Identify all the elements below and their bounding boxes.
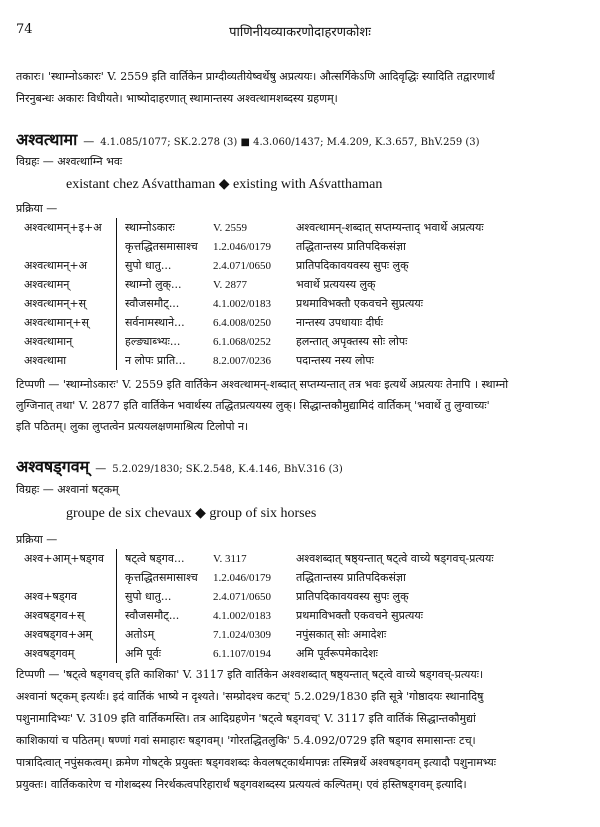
derivation-rule: स्वौजसमौट्... [117,606,214,625]
prakriya-label: प्रक्रिया — [16,533,58,546]
derivation-desc: भवार्थे प्रत्ययस्य लुक् [296,278,376,291]
derivation-desc: तद्धितान्तस्य प्रातिपदिकसंज्ञा [296,571,406,584]
derivation-form: अश्वत्थामन् [24,278,70,291]
derivation-row [24,256,584,275]
vigraha-text: अश्वत्थाम्नि भवः [57,155,123,168]
derivation-ref: 8.2.007/0236 [213,354,272,367]
derivation-form: अश्वषड्गव+स् [24,609,85,622]
derivation-ref: V. 3117 [213,552,247,565]
derivation-ref: 4.1.002/0183 [213,609,272,622]
derivation-form: अश्वत्थामन्+इ+अ [24,221,102,234]
commentary-line: इति पठितम्। लुका लुप्तत्वेन प्रत्ययलक्षणमाश्रित्य टिलोपो न। [16,420,249,433]
derivation-rule: स्वौजसमौट्... [117,294,214,313]
vigraha-text: अश्वानां षट्कम् [57,483,119,496]
vigraha-label: विग्रहः — [16,483,54,496]
heading-dash: — [83,135,95,148]
derivation-row [24,351,584,370]
derivation-row [24,275,584,294]
entry-references: 4.1.085/1077; SK.2.278 (3) ■ 4.3.060/1437; M.4.209, K.3.657, BhV.259 (3) [100,137,480,148]
page-header [16,22,584,40]
derivation-desc: अश्वत्थामन्-शब्दात् सप्तम्यन्ताद् भवार्थे अप्रत्ययः [296,221,484,234]
vigraha-label: विग्रहः — [16,155,54,168]
derivation-ref: V. 2877 [213,278,248,291]
derivation-form: अश्वत्थामान्+स् [24,316,89,329]
entry-heading [16,128,480,150]
derivation-form: अश्वत्थामन्+स् [24,297,87,310]
derivation-row [24,218,584,237]
derivation-desc: पदान्तस्य नस्य लोपः [296,354,374,367]
derivation-rule: सर्वनामस्थाने... [117,313,214,332]
vigraha [16,483,119,497]
derivation-rule: स्थाम्नो लुक्... [117,275,214,294]
heading-dash: — [95,462,107,475]
derivation-form: अश्वत्थामान् [24,335,73,348]
prakriya-label: प्रक्रिया — [16,202,58,215]
commentary-line: प्रयुक्तः। वार्तिककारेण च गोशब्दस्य निरर्थकत्वपरिहारार्थं षड्गवशब्दस्य प्रत्ययत्वं कल्पितम्। एवं हस्तिषड्गवम् इत्यादि। [16,778,467,791]
commentary-line: पशुनामादिभ्यः' V. 3109 इति वार्तिकमस्ति। तत्र आदिग्रहणेन 'षट्त्वे षड्गवच्' V. 3117 इति वार्तिकं सिद्धान्तकौमुद्यां [16,712,476,725]
derivation-form [24,237,117,256]
commentary-line: टिप्पणी — 'षट्त्वे षड्गवच् इति काशिका' V. 3117 इति वार्तिकेन अश्वशब्दात् षष्ठ्यन्तात् षट्त्वे वाच्ये षड्गवच्-प्रत्ययः। [16,668,484,681]
derivation-form: अश्वषड्गवम् [24,647,75,660]
page-number: 74 [16,22,33,37]
entry-references: 5.2.029/1830; SK.2.548, K.4.146, BhV.316 (3) [112,464,343,475]
derivation-desc: नान्तस्य उपधायाः दीर्घः [296,316,384,329]
derivation-desc: प्रातिपदिकावयवस्य सुपः लुक् [296,259,409,272]
derivation-rule: सुपो धातु... [117,587,214,606]
derivation-ref: 6.1.068/0252 [213,335,272,348]
derivation-rule: अमि पूर्वः [117,644,214,663]
derivation-desc: अमि पूर्वरूपमेकादेशः [296,647,378,660]
running-title: पाणिनीयव्याकरणोदाहरणकोशः [229,25,371,40]
derivation-rule: स्थाम्नोऽकारः [117,218,214,237]
derivation-rule: षट्त्वे षड्गव... [117,549,214,568]
gloss: existant chez Aśvatthaman ◆ existing with Aśvatthaman [66,177,383,192]
derivation-row [24,568,584,587]
derivation-row [24,332,584,351]
vigraha [16,155,122,169]
derivation-rule: कृत्तद्धितसमासाश्च [117,568,214,587]
derivation-ref: 7.1.024/0309 [213,628,272,641]
derivation-form: अश्व+आम्+षड्गव [24,552,105,565]
derivation-ref: 2.4.071/0650 [213,590,272,603]
derivation-form: अश्वत्थामा [24,354,67,367]
commentary-line: टिप्पणी — 'स्थाम्नोऽकारः' V. 2559 इति वार्तिकेन अश्वत्थामन्-शब्दात् सप्तम्यन्तात् तत्र भवः इत्यर्थे अप्रत्ययः तेनापि । स्थाम्नो [16,378,509,391]
derivation-desc: प्रथमाविभक्तौ एकवचने सुप्रत्ययः [296,609,424,622]
derivation-row [24,606,584,625]
derivation-rule: अतोऽम् [117,625,214,644]
derivation-form: अश्वत्थामन्+अ [24,259,87,272]
derivation-desc: नपुंसकात् सोः अमादेशः [296,628,387,641]
headword: अश्वषड्गवम् [16,457,90,476]
derivation-form: अश्व+षड्गव [24,590,77,603]
derivation-ref: 4.1.002/0183 [213,297,272,310]
derivation-row [24,644,584,663]
derivation-ref: 2.4.071/0650 [213,259,272,272]
intro-line-1: तकारः। 'स्थाम्नोऽकारः' V. 2559 इति वार्तिकेन प्राग्दीव्यतीयेष्वर्थेषु अप्रत्ययः। औत्सर्गिकेऽणि आदिवृद्धिः स्यादिति तद्वारणार्थं [16,70,495,83]
derivation-desc: प्रातिपदिकावयवस्य सुपः लुक् [296,590,409,603]
derivation-ref: V. 2559 [213,221,248,234]
commentary-line: काशिकायां च पठितम्। षण्णां गवां समाहारः षड्गवम्। 'गोरतद्धितलुकि' 5.4.092/0729 इति षड्गव समासान्तः टच्। [16,734,476,747]
commentary-line: पात्रादित्वात् नपुंसकत्वम्। क्रमेण गोषट्के प्रयुक्तः षड्गवशब्दः केवलषट्कार्थमापन्नः तस्मिन्नर्थे अश्वषड्गवम् इत्यादौ पशुनामभ्यः [16,756,496,769]
intro-line-2: निरनुबन्धः अकारः विधीयते। भाष्योदाहरणात् स्थामान्तस्य अश्वत्थामशब्दस्य ग्रहणम्। [16,92,338,105]
derivation-form [24,568,117,587]
derivation-row [24,294,584,313]
derivation-desc: अश्वशब्दात् षष्ठ्यन्तात् षट्त्वे वाच्ये षड्गवच्-प्रत्ययः [296,552,494,565]
derivation-rule: कृत्तद्धितसमासाश्च [117,237,214,256]
derivation-table [24,549,584,663]
derivation-row [24,587,584,606]
entry-heading [16,455,343,477]
commentary-line: लुग्जिनात् तथा' V. 2877 इति वार्तिकेन भवार्थस्य तद्धितप्रत्ययस्य लुक्। सिद्धान्तकौमुद्यामिदं वार्तिकम् 'भवार्थे तु लुग्वाच्यः' [16,399,490,412]
derivation-ref: 1.2.046/0179 [213,571,272,584]
derivation-desc: प्रथमाविभक्तौ एकवचने सुप्रत्ययः [296,297,424,310]
commentary-line: अश्वानां षट्कम् इत्यर्थः। इदं वार्तिकं भाष्ये न दृश्यते। 'सम्प्रोदश्च कटच्' 5.2.029/1830 इति सूत्रे 'गोष्ठादयः स्थानादिषु [16,690,484,703]
derivation-rule: हल्ङ्याब्भ्यः... [117,332,214,351]
derivation-row [24,237,584,256]
derivation-ref: 6.1.107/0194 [213,647,272,660]
derivation-desc: तद्धितान्तस्य प्रातिपदिकसंज्ञा [296,240,406,253]
derivation-row [24,549,584,568]
derivation-row [24,313,584,332]
derivation-table [24,218,584,370]
derivation-desc: हलन्तात् अपृक्तस्य सोः लोपः [296,335,408,348]
derivation-rule: न लोपः प्राति... [117,351,214,370]
derivation-ref: 6.4.008/0250 [213,316,272,329]
derivation-row [24,625,584,644]
derivation-ref: 1.2.046/0179 [213,240,272,253]
derivation-rule: सुपो धातु... [117,256,214,275]
derivation-form: अश्वषड्गव+अम् [24,628,92,641]
gloss: groupe de six chevaux ◆ group of six horses [66,506,317,521]
headword: अश्वत्थामा [16,130,78,149]
